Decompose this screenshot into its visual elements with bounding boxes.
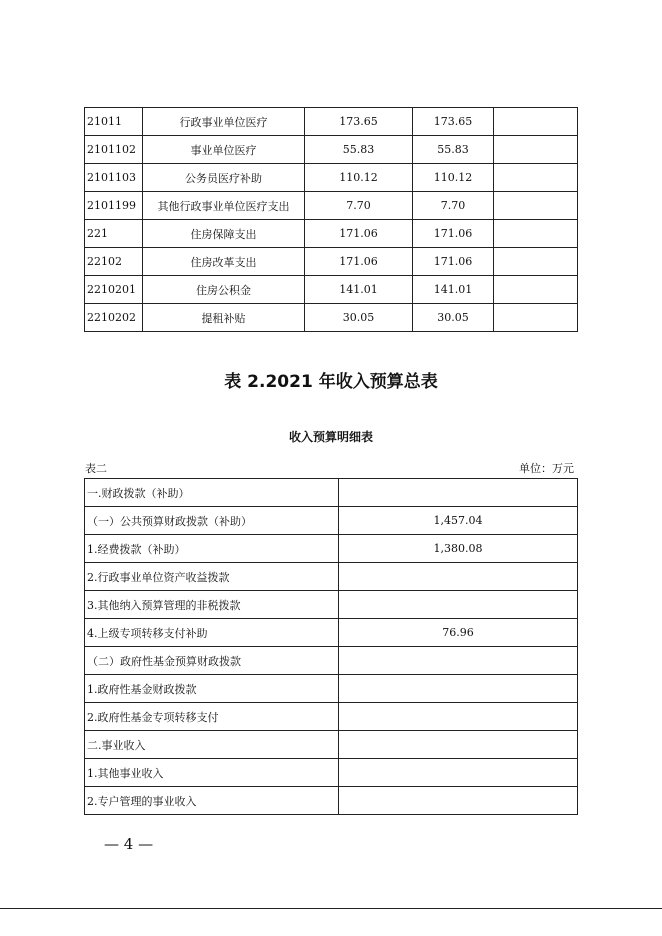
income-item-value (339, 731, 578, 759)
table-row (85, 675, 578, 703)
table-row (85, 276, 578, 304)
income-item-value: 1,457.04 (339, 507, 578, 535)
table-cell: 22102 (85, 248, 143, 276)
table-cell: 2210202 (85, 304, 143, 332)
table-cell: 事业单位医疗 (143, 136, 305, 164)
table-row (85, 304, 578, 332)
table-row (85, 591, 578, 619)
unit-label: 单位：万元 (519, 462, 574, 475)
table-row (85, 535, 578, 563)
table-cell: 171.06 (413, 220, 494, 248)
table-cell: 行政事业单位医疗 (143, 108, 305, 136)
income-item-label: 1.政府性基金财政拨款 (85, 675, 339, 703)
table-row (85, 507, 578, 535)
income-item-label: 2.政府性基金专项转移支付 (85, 703, 339, 731)
income-item-label: 2.行政事业单位资产收益拨款 (85, 563, 339, 591)
income-item-label: 3.其他纳入预算管理的非税拨款 (85, 591, 339, 619)
table-row (85, 563, 578, 591)
table-cell: 30.05 (305, 304, 413, 332)
income-item-value: 76.96 (339, 619, 578, 647)
table-id-label: 表二 (85, 462, 107, 475)
table-cell: 110.12 (413, 164, 494, 192)
income-item-value (339, 647, 578, 675)
table-cell: 住房公积金 (143, 276, 305, 304)
table-cell: 提租补贴 (143, 304, 305, 332)
table-row (85, 703, 578, 731)
table-cell: 55.83 (305, 136, 413, 164)
table-cell: 7.70 (413, 192, 494, 220)
table-cell: 7.70 (305, 192, 413, 220)
page-number: — 4 — (104, 835, 154, 853)
table-cell: 其他行政事业单位医疗支出 (143, 192, 305, 220)
income-item-value (339, 479, 578, 507)
table-cell: 173.65 (305, 108, 413, 136)
table-row (85, 108, 578, 136)
table-row (85, 136, 578, 164)
table-cell (494, 220, 578, 248)
table-cell: 141.01 (305, 276, 413, 304)
table-cell: 221 (85, 220, 143, 248)
table-row (85, 759, 578, 787)
table-cell (494, 164, 578, 192)
income-item-value (339, 703, 578, 731)
table-cell: 2101103 (85, 164, 143, 192)
table-cell: 公务员医疗补助 (143, 164, 305, 192)
table-cell: 171.06 (305, 220, 413, 248)
table-cell (494, 248, 578, 276)
income-item-value (339, 787, 578, 815)
table-row (85, 647, 578, 675)
table-row (85, 164, 578, 192)
table-row (85, 731, 578, 759)
table-cell: 2210201 (85, 276, 143, 304)
table-cell: 住房改革支出 (143, 248, 305, 276)
table-cell (494, 304, 578, 332)
section-title: 表 2.2021 年收入预算总表 (224, 372, 438, 392)
income-item-value (339, 563, 578, 591)
budget-items-table (84, 107, 578, 332)
table-row (85, 192, 578, 220)
income-item-label: 1.经费拨款（补助） (85, 535, 339, 563)
table-cell: 141.01 (413, 276, 494, 304)
income-item-label: 一.财政拨款（补助） (85, 479, 339, 507)
table-cell: 171.06 (305, 248, 413, 276)
income-item-value: 1,380.08 (339, 535, 578, 563)
table-cell (494, 108, 578, 136)
table-cell: 171.06 (413, 248, 494, 276)
income-item-value (339, 591, 578, 619)
table-cell: 30.05 (413, 304, 494, 332)
footer-divider (0, 908, 662, 909)
table-row (85, 479, 578, 507)
table-cell: 173.65 (413, 108, 494, 136)
table-row (85, 787, 578, 815)
income-item-value (339, 675, 578, 703)
income-budget-table (84, 478, 578, 815)
table-row (85, 619, 578, 647)
table-cell (494, 192, 578, 220)
income-item-label: （一）公共预算财政拨款（补助） (85, 507, 339, 535)
income-item-label: 二.事业收入 (85, 731, 339, 759)
table-row (85, 248, 578, 276)
table-cell: 2101199 (85, 192, 143, 220)
income-item-label: 1.其他事业收入 (85, 759, 339, 787)
table-cell: 21011 (85, 108, 143, 136)
income-item-label: 2.专户管理的事业收入 (85, 787, 339, 815)
income-item-value (339, 759, 578, 787)
income-item-label: （二）政府性基金预算财政拨款 (85, 647, 339, 675)
table-cell (494, 136, 578, 164)
detail-table-title: 收入预算明细表 (288, 430, 373, 444)
table-cell: 住房保障支出 (143, 220, 305, 248)
income-item-label: 4.上级专项转移支付补助 (85, 619, 339, 647)
table-cell: 55.83 (413, 136, 494, 164)
table-cell (494, 276, 578, 304)
table-row (85, 220, 578, 248)
table-cell: 2101102 (85, 136, 143, 164)
table-cell: 110.12 (305, 164, 413, 192)
